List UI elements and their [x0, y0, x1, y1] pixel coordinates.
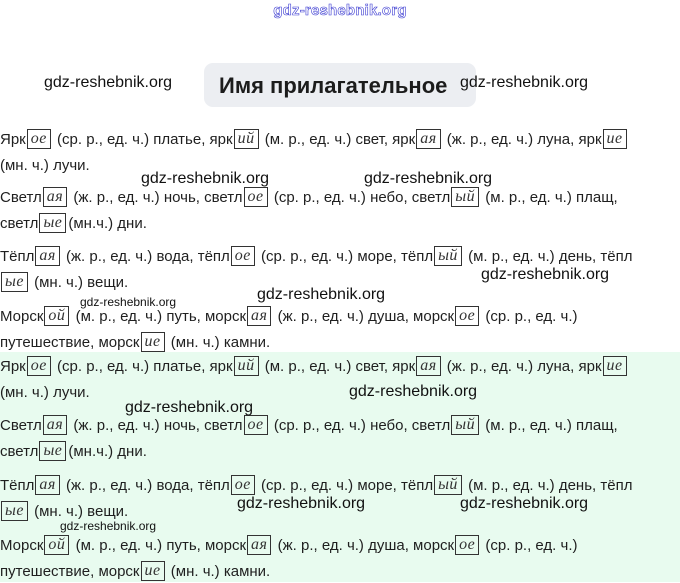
text-segment: (ж. р., ед. ч.) луна, ярк	[442, 131, 602, 148]
text-line	[0, 332, 270, 354]
watermark: gdz-reshebnik.org	[349, 383, 478, 400]
ending-box: ый	[434, 475, 462, 495]
ending-box: ий	[234, 129, 259, 149]
ending-box: ое	[455, 306, 479, 326]
watermark: gdz-reshebnik.org	[237, 495, 366, 512]
text-segment: (ж. р., ед. ч.) луна, ярк	[442, 358, 602, 375]
watermark: gdz-reshebnik.org	[60, 519, 157, 533]
ending-box: ая	[43, 187, 67, 207]
text-segment: (ср. р., ед. ч.) небо, светл	[269, 417, 451, 434]
ending-box: ие	[141, 332, 165, 352]
ending-box: ие	[603, 356, 627, 376]
text-line	[0, 356, 629, 378]
text-segment: (ж. р., ед. ч.) душа, морск	[273, 308, 455, 325]
text-segment: Тёпл	[0, 477, 35, 494]
text-segment: (м. р., ед. ч.) свет, ярк	[260, 131, 416, 148]
text-segment: (м. р., ед. ч.) день, тёпл	[463, 477, 633, 494]
text-segment: (ср. р., ед. ч.) платье, ярк	[52, 131, 233, 148]
text-segment: (мн. ч.) лучи.	[0, 384, 90, 401]
text-segment: (ср. р., ед. ч.) небо, светл	[269, 189, 451, 206]
text-line	[0, 306, 578, 328]
ending-box: ое	[27, 129, 51, 149]
text-segment: (мн.ч.) дни.	[68, 443, 147, 460]
text-segment: (мн.ч.) дни.	[68, 215, 147, 232]
text-line	[0, 213, 147, 235]
text-segment: (ж. р., ед. ч.) ночь, светл	[69, 417, 243, 434]
text-segment: (ж. р., ед. ч.) душа, морск	[273, 537, 455, 554]
ending-box: ое	[244, 415, 268, 435]
text-segment: Ярк	[0, 131, 26, 148]
ending-box: ые	[1, 272, 28, 292]
text-segment: (мн. ч.) камни.	[166, 334, 271, 351]
text-segment: (ж. р., ед. ч.) вода, тёпл	[61, 248, 230, 265]
text-line	[0, 382, 90, 404]
text-segment: (мн. ч.) лучи.	[0, 157, 90, 174]
ending-box: ое	[244, 187, 268, 207]
text-segment: (ср. р., ед. ч.) море, тёпл	[256, 477, 434, 494]
text-segment: (м. р., ед. ч.) путь, морск	[71, 537, 247, 554]
ending-box: ая	[416, 356, 440, 376]
text-segment: (мн. ч.) вещи.	[29, 274, 129, 291]
watermark: gdz-reshebnik.org	[460, 74, 589, 91]
ending-box: ое	[455, 535, 479, 555]
text-line	[0, 246, 632, 268]
ending-box: ая	[247, 306, 271, 326]
text-segment: (ж. р., ед. ч.) вода, тёпл	[61, 477, 230, 494]
text-line	[0, 272, 128, 294]
text-line	[0, 129, 629, 151]
ending-box: ые	[39, 441, 66, 461]
text-segment: Морск	[0, 537, 44, 554]
ending-box: ие	[603, 129, 627, 149]
text-segment: путешествие, морск	[0, 563, 140, 580]
ending-box: ая	[416, 129, 440, 149]
text-line	[0, 441, 147, 463]
watermark: gdz-reshebnik.org	[125, 399, 254, 416]
text-segment: Светл	[0, 417, 42, 434]
text-segment: (м. р., ед. ч.) плащ,	[481, 189, 618, 206]
ending-box: ое	[27, 356, 51, 376]
watermark: gdz-reshebnik.org	[481, 266, 610, 283]
site-watermark: gdz-reshebnik.org	[273, 2, 407, 19]
text-line	[0, 415, 618, 437]
ending-box: ий	[234, 356, 259, 376]
watermark: gdz-reshebnik.org	[80, 295, 177, 309]
text-segment: (ср. р., ед. ч.)	[481, 537, 578, 554]
text-segment: (ж. р., ед. ч.) ночь, светл	[69, 189, 243, 206]
ending-box: ая	[43, 415, 67, 435]
ending-box: ая	[35, 246, 59, 266]
text-segment: Светл	[0, 189, 42, 206]
text-segment: (м. р., ед. ч.) день, тёпл	[463, 248, 633, 265]
text-segment: путешествие, морск	[0, 334, 140, 351]
ending-box: ое	[231, 475, 255, 495]
watermark: gdz-reshebnik.org	[44, 74, 173, 91]
text-segment: (мн. ч.) камни.	[166, 563, 271, 580]
ending-box: ые	[1, 501, 28, 521]
watermark: gdz-reshebnik.org	[257, 286, 386, 303]
text-line	[0, 535, 578, 557]
ending-box: ый	[434, 246, 462, 266]
text-segment: (ср. р., ед. ч.) платье, ярк	[52, 358, 233, 375]
text-segment: светл	[0, 443, 39, 460]
page-title: Имя прилагательное	[204, 63, 476, 107]
text-segment: (м. р., ед. ч.) плащ,	[481, 417, 618, 434]
ending-box: ое	[231, 246, 255, 266]
text-line	[0, 475, 632, 497]
text-line	[0, 187, 618, 209]
ending-box: ый	[451, 415, 479, 435]
ending-box: ый	[451, 187, 479, 207]
text-segment: (м. р., ед. ч.) свет, ярк	[260, 358, 416, 375]
ending-box: ие	[141, 561, 165, 581]
watermark: gdz-reshebnik.org	[141, 170, 270, 187]
ending-box: ой	[44, 535, 69, 555]
text-segment: Ярк	[0, 358, 26, 375]
watermark: gdz-reshebnik.org	[460, 495, 589, 512]
ending-box: ая	[247, 535, 271, 555]
text-segment: (мн. ч.) вещи.	[29, 503, 129, 520]
text-segment: Тёпл	[0, 248, 35, 265]
text-segment: (м. р., ед. ч.) путь, морск	[71, 308, 247, 325]
watermark: gdz-reshebnik.org	[364, 170, 493, 187]
text-segment: светл	[0, 215, 39, 232]
text-line	[0, 155, 90, 177]
ending-box: ой	[44, 306, 69, 326]
text-segment: (ср. р., ед. ч.)	[481, 308, 578, 325]
text-segment: Морск	[0, 308, 44, 325]
ending-box: ые	[39, 213, 66, 233]
text-line	[0, 561, 270, 583]
text-segment: (ср. р., ед. ч.) море, тёпл	[256, 248, 434, 265]
ending-box: ая	[35, 475, 59, 495]
